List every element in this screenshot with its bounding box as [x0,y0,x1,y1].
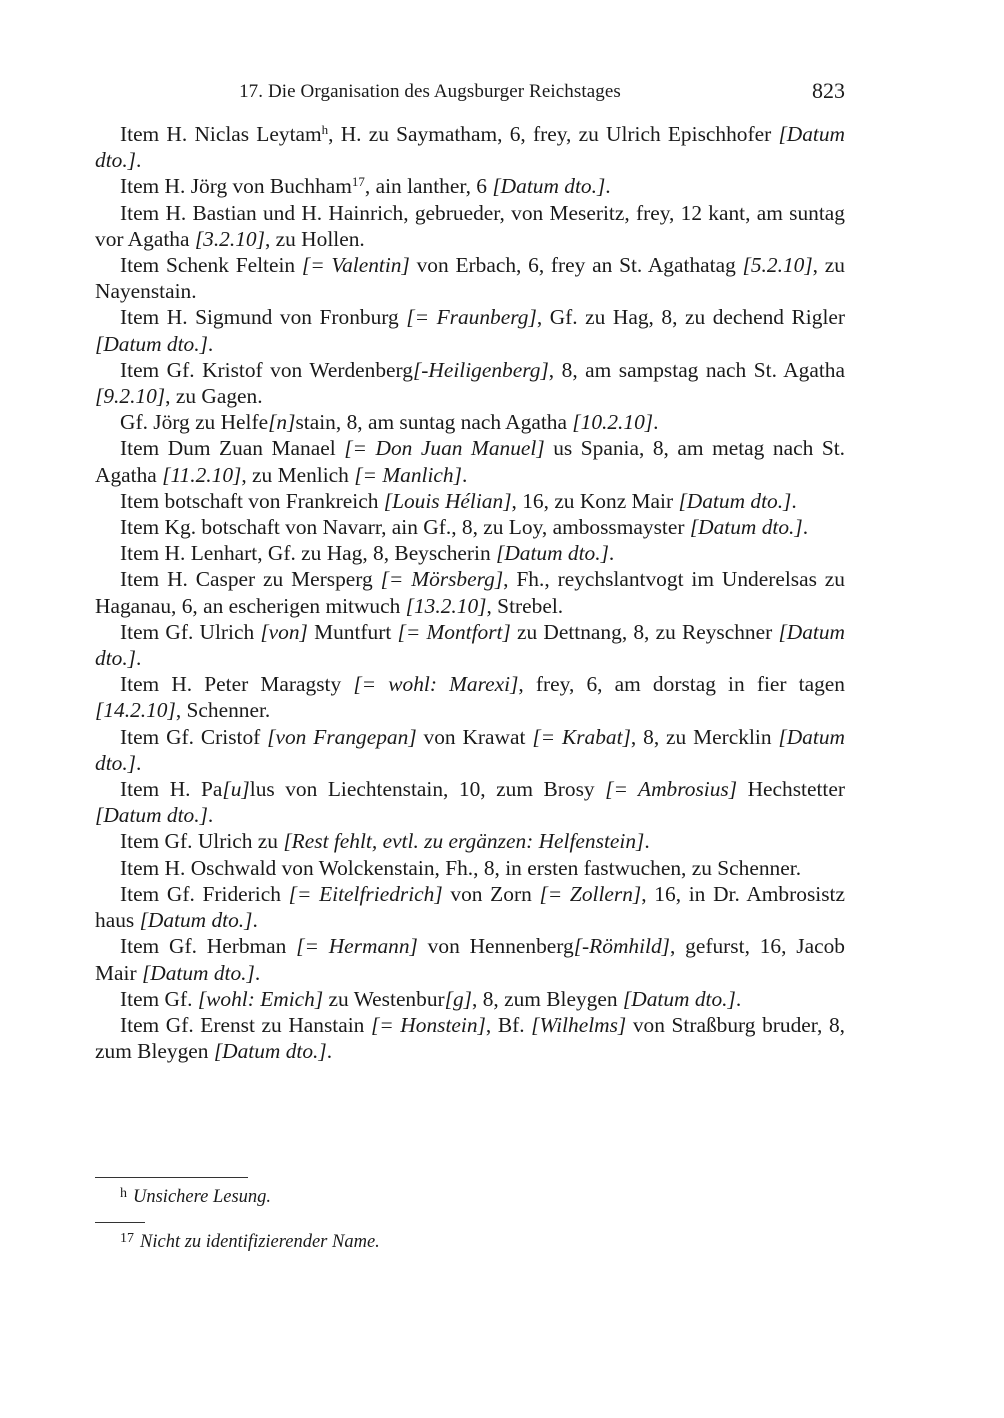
text-run: . [605,174,611,199]
chapter-title: 17. Die Organisation des Augsburger Reichstages [239,81,621,102]
footnote-rule [95,1222,145,1223]
text-run: Item Schenk Feltein [120,253,302,278]
editorial-note: [Datum dto.] [95,122,845,173]
editorial-note: [3.2.10] [194,226,265,251]
text-run: Item Gf. [120,986,198,1011]
footnote-text: Unsichere Lesung. [133,1187,272,1207]
editorial-note: [Rest fehlt, evtl. zu ergänzen: Helfenstein] [283,829,645,854]
footnote-h [120,1183,271,1208]
text-run: . [207,331,214,356]
footnote-rule [95,1177,248,1178]
text-run: , Bf. [485,1012,532,1037]
text-run: , Strebel. [486,593,564,618]
editorial-note: [= Valentin] [301,253,410,278]
editorial-note: [g] [444,986,473,1011]
entry-paragraph [95,173,845,199]
text-run: , zu Hollen. [264,226,365,251]
text-run: , Fh., reychslantvogt im Underelsas zu Haganau, 6, an escherigen mitwuch [95,567,845,618]
editorial-note: [Datum dto.] [496,541,609,566]
editorial-note: [Datum dto.] [141,960,255,985]
text-run: , Schenner. [175,698,271,723]
text-run: von Krawat [416,724,533,749]
text-run: Gf. Jörg zu Helfe [120,410,269,435]
text-run: . [326,1039,333,1064]
text-run: Item Gf. Friderich [120,881,289,906]
text-run: . [608,541,615,566]
entry-paragraph [95,514,845,540]
text-run: Item H. Niclas Leytam [120,122,322,146]
entry-paragraph [95,435,845,487]
text-run: , 8, am sampstag nach St. Agatha [548,357,845,382]
text-run: von Zorn [442,881,540,906]
text-run: Item Gf. Ulrich zu [120,829,284,854]
entry-paragraph [95,855,845,881]
entry-paragraph [95,724,845,776]
text-run: , zu Nayenstain. [95,253,845,304]
text-run: , 16, in Dr. Ambrosistz haus [95,881,845,933]
entry-paragraph [95,252,845,304]
editorial-note: [= wohl: Marexi] [353,672,519,697]
editorial-note: [9.2.10] [95,384,166,409]
text-run: stain, 8, am suntag nach Agatha [295,410,573,435]
text-run: . [252,908,258,933]
text-run: . [136,148,142,173]
editorial-note: [-Römhild] [573,934,670,959]
text-run: , 8, zu Mercklin [630,724,779,749]
text-run: Item Kg. botschaft von Navarr, ain Gf., 8, zu Loy, ambossmayster [120,515,690,540]
text-run: . [791,488,797,513]
text-run: . [136,646,142,671]
text-run: von Erbach, 6, frey an St. Agathatag [409,253,743,278]
text-run: , zu Gagen. [165,384,263,409]
text-run: , gefurst, 16, Jacob Mair [95,934,845,985]
text-run: von Straßburg bruder, 8, zum Bleygen [95,1012,846,1064]
editorial-note: [= Ambrosius] [605,777,738,802]
entry-paragraph [95,357,845,409]
text-run: lus von Liechtenstain, 10, zum Brosy [249,777,606,802]
editorial-note: [Datum dto.] [678,488,792,513]
entry-paragraph [95,619,845,671]
entry-paragraph [95,540,845,566]
editorial-note: [= Manlich] [354,462,462,487]
editorial-note: [Datum dto.] [492,174,606,199]
editorial-note: [Datum dto.] [689,515,803,540]
footnote-text: Nicht zu identifizierender Name. [140,1232,380,1252]
editorial-note: [= Honstein] [370,1012,486,1037]
text-run: . [254,960,261,985]
text-run: . [802,515,809,540]
editorial-note: [-Heiligenberg] [412,357,549,382]
editorial-note: [von Frangepan] [267,724,417,749]
entry-paragraph [95,409,845,435]
editorial-note: [wohl: Emich] [197,986,324,1011]
text-run: Item H. Jörg von Buchham [120,174,352,199]
entry-paragraph [95,881,845,933]
text-run: Item H. Oschwald von Wolckenstain, Fh., 8, in ersten fastwuchen, zu Schenner. [120,855,802,880]
text-run: von Hennenberg [417,934,574,959]
editorial-note: [u] [222,777,250,802]
editorial-note: [= Krabat] [532,724,631,749]
footnote-reference: 17 [351,174,365,190]
text-run: Item botschaft von Frankreich [120,488,384,513]
editorial-note: [Datum dto.] [95,619,845,671]
text-run: , H. zu Saymatham, 6, frey, zu Ulrich Epischhofer [328,122,779,146]
entry-paragraph [95,488,845,514]
entry-paragraph [95,121,845,173]
text-run: Item Gf. Ulrich [120,619,261,644]
text-run: . [207,803,214,828]
text-run: Hechstetter [737,777,845,802]
text-run: zu Dettnang, 8, zu Reyschner [510,619,779,644]
text-run: us Spania, 8, am metag nach St. Agatha [95,436,846,487]
text-run: Muntfurt [307,619,398,644]
body-text [95,121,845,1064]
entry-paragraph [95,304,845,356]
entry-paragraph [95,776,845,828]
editorial-note: [= Eitelfriedrich] [288,881,443,906]
editorial-note: [= Zollern] [539,881,642,906]
text-run: Item Gf. Erenst zu Hanstain [120,1012,371,1037]
editorial-note: [Datum dto.] [95,331,208,356]
footnote-17 [120,1228,380,1253]
footnote-mark: 17 [120,1231,134,1246]
editorial-note: [10.2.10] [572,410,654,435]
text-run: . [136,750,142,775]
text-run: Item H. Sigmund von Fronburg [120,305,407,330]
text-run: Item Gf. Cristof [120,724,268,749]
editorial-note: [= Hermann] [296,934,418,959]
text-run: Item Gf. Kristof von Werdenberg [120,357,413,382]
editorial-note: [= Mörsberg] [380,567,504,592]
editorial-note: [Datum dto.] [213,1039,327,1064]
text-run: , 8, zum Bleygen [472,986,623,1011]
text-run: Item Gf. Herbman [120,934,297,959]
running-head [95,78,845,108]
entry-paragraph [95,986,845,1012]
entry-paragraph [95,933,845,985]
text-run: , frey, 6, am dorstag in fier tagen [518,672,845,697]
entry-paragraph [95,828,845,854]
editorial-note: [Datum dto.] [622,986,736,1011]
editorial-note: [Datum dto.] [95,803,208,828]
text-run: Item H. Bastian und H. Hainrich, gebrueder, von Meseritz, frey, 12 kant, am suntag vor Agatha [95,200,845,251]
text-run: . [644,829,650,854]
text-run: zu Westenbur [323,986,445,1011]
text-run: Item Dum Zuan Manael [120,436,345,461]
entry-paragraph [95,200,845,252]
editorial-note: [Louis Hélian] [383,488,512,513]
text-run: , ain lanther, 6 [364,174,493,199]
text-run: Item H. Casper zu Mersperg [120,567,381,592]
footnote-mark: h [120,1186,127,1201]
footnote-reference: h [321,122,329,137]
editorial-note: [14.2.10] [95,698,176,723]
editorial-note: [= Montfort] [397,619,511,644]
text-run: Item H. Lenhart, Gf. zu Hag, 8, Beyscherin [120,541,496,566]
editorial-note: [n] [268,410,296,435]
text-run: . [653,410,659,435]
text-run: Item H. Peter Maragsty [120,672,354,697]
editorial-note: [= Don Juan Manuel] [344,436,545,461]
editorial-note: [Wilhelms] [531,1012,627,1037]
page-number: 823 [812,78,845,103]
text-run: . [735,986,742,1011]
entry-paragraph [95,1012,845,1064]
editorial-note: [11.2.10] [162,462,242,487]
editorial-note: [5.2.10] [742,253,813,278]
entry-paragraph [95,566,845,618]
entry-paragraph [95,671,845,723]
text-run: , zu Menlich [241,462,355,487]
editorial-note: [13.2.10] [405,593,487,618]
text-run: , 16, zu Konz Mair [511,488,679,513]
text-run: , Gf. zu Hag, 8, zu dechend Rigler [536,305,846,330]
editorial-note: [= Fraunberg] [406,305,537,330]
editorial-note: [Datum dto.] [95,724,845,775]
text-run: . [461,462,468,487]
editorial-note: [Datum dto.] [139,908,253,933]
text-run: Item H. Pa [120,777,223,802]
editorial-note: [von] [260,619,308,644]
